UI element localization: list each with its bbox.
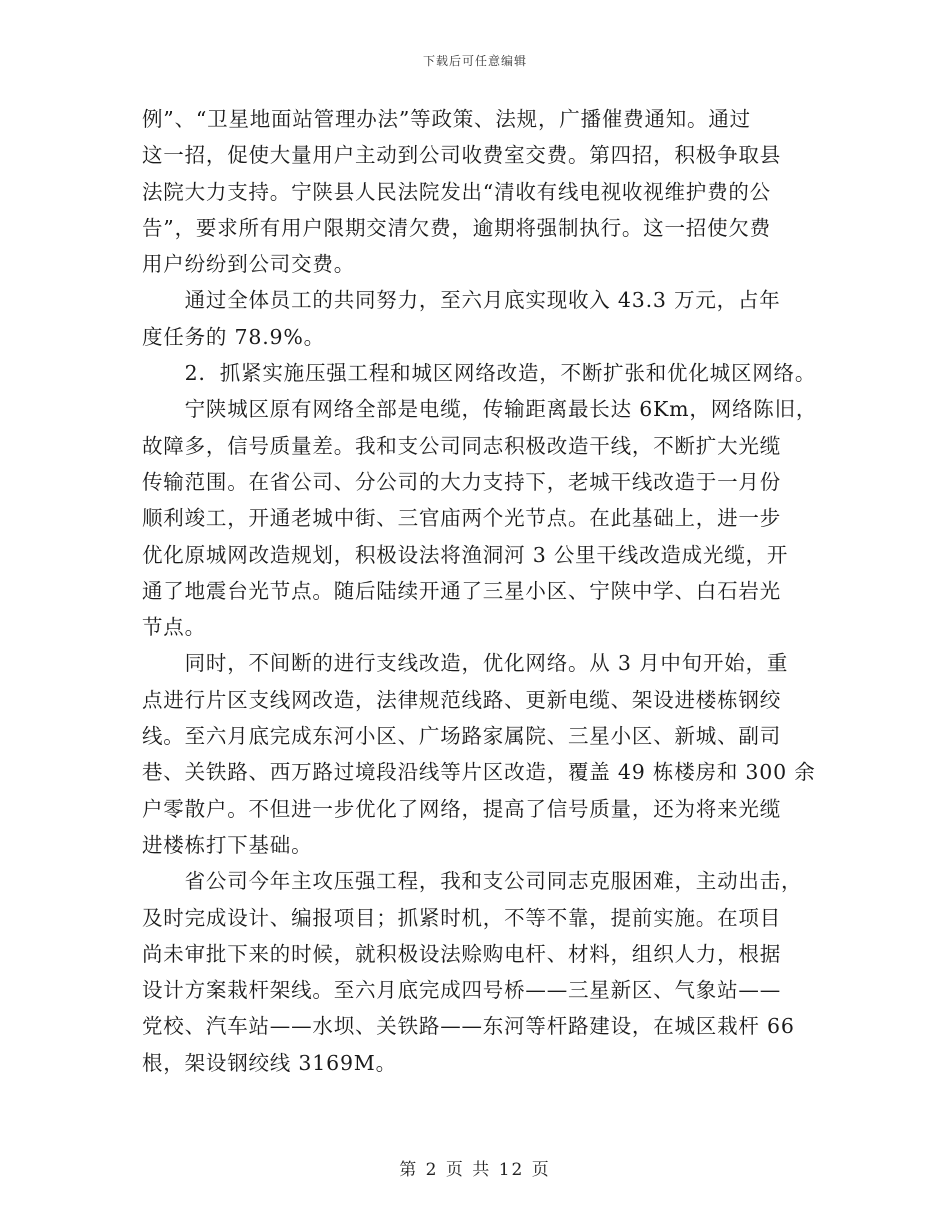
page-header: 下载后可任意编辑 <box>422 54 527 68</box>
text-line: 法院大力支持。宁陕县人民法院发出“清收有线电视收视维护费的公 <box>142 179 771 204</box>
document-body <box>142 101 818 1081</box>
paragraph-section-heading <box>142 355 817 391</box>
text-line: 进楼栋打下基础。 <box>142 832 313 857</box>
text-line: 用户纷纷到公司交费。 <box>142 252 355 277</box>
page-number-footer: 第 2 页 共 12 页 <box>399 1160 551 1180</box>
section-heading: 2．抓紧实施压强工程和城区网络改造，不断扩张和优化城区网络。 <box>142 361 817 386</box>
text-line: 例”、“卫星地面站管理办法”等政策、法规，广播催费通知。通过 <box>142 107 751 131</box>
text-line: 节点。 <box>142 615 206 640</box>
text-line: 及时完成设计、编报项目；抓紧时机，不等不靠，提前实施。在项目 <box>142 905 781 930</box>
text-line: 根，架设钢绞线 3169M。 <box>142 1050 397 1075</box>
text-line: 顺利竣工，开通老城中街、三官庙两个光节点。在此基础上，进一步 <box>142 506 781 531</box>
paragraph-collection-measures <box>142 101 806 282</box>
paragraph-revenue <box>142 282 806 355</box>
text-line: 宁陕城区原有网络全部是电缆，传输距离最长达 6Km，网络陈旧， <box>142 397 818 422</box>
text-line: 优化原城网改造规划，积极设法将渔洞河 3 公里干线改造成光缆，开 <box>142 542 789 567</box>
text-line: 点进行片区支线网改造，法律规范线路、更新电缆、架设进楼栋钢绞 <box>142 687 781 712</box>
text-line: 省公司今年主攻压强工程，我和支公司同志克服困难，主动出击， <box>142 869 803 894</box>
text-line: 党校、汽车站——水坝、关铁路——东河等杆路建设，在城区栽杆 66 <box>142 1014 795 1039</box>
paragraph-pole-line-construction <box>142 863 806 1081</box>
text-line: 巷、关铁路、西万路过境段沿线等片区改造，覆盖 49 栋楼房和 300 余 <box>142 760 816 785</box>
text-line: 这一招，促使大量用户主动到公司收费室交费。第四招，积极争取县 <box>142 143 781 168</box>
paragraph-branch-upgrade <box>142 645 816 863</box>
text-line: 线。至六月底完成东河小区、广场路家属院、三星小区、新城、副司 <box>142 724 781 749</box>
text-line: 度任务的 78.9%。 <box>142 324 325 349</box>
text-line: 故障多，信号质量差。我和支公司同志积极改造干线，不断扩大光缆 <box>142 433 781 458</box>
text-line: 通过全体员工的共同努力，至六月底实现收入 43.3 万元，占年 <box>142 288 781 313</box>
text-line: 通了地震台光节点。随后陆续开通了三星小区、宁陕中学、白石岩光 <box>142 578 781 603</box>
text-line: 同时，不间断的进行支线改造，优化网络。从 3 月中旬开始，重 <box>142 651 789 676</box>
paragraph-trunk-upgrade <box>142 391 818 645</box>
text-line: 设计方案栽杆架线。至六月底完成四号桥——三星新区、气象站—— <box>142 978 781 1003</box>
text-line: 户零散户。不但进一步优化了网络，提高了信号质量，还为将来光缆 <box>142 796 781 821</box>
text-line: 告”，要求所有用户限期交清欠费，逾期将强制执行。这一招使欠费 <box>142 215 771 240</box>
text-line: 尚未审批下来的时候，就积极设法赊购电杆、材料，组织人力，根据 <box>142 941 781 966</box>
text-line: 传输范围。在省公司、分公司的大力支持下，老城干线改造于一月份 <box>142 469 781 494</box>
